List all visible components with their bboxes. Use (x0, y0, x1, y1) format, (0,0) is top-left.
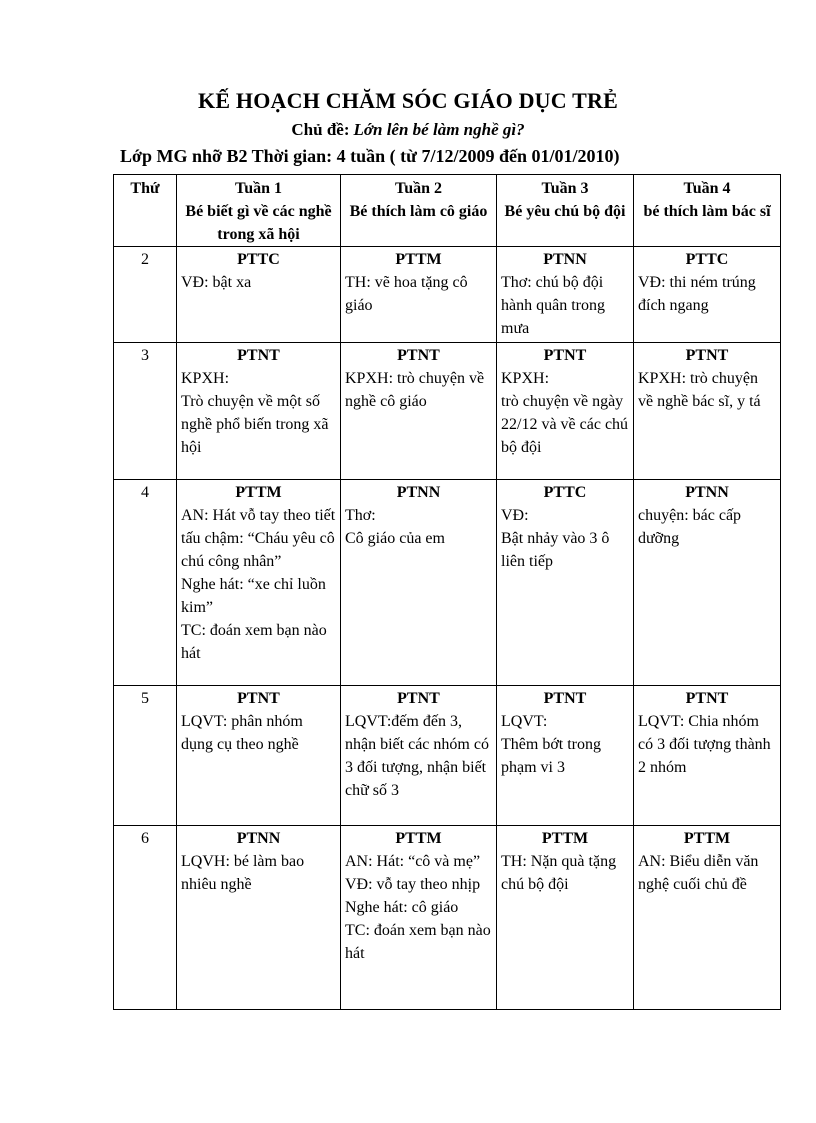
activity-text: KPXH: trò chuyện về nghề bác sĩ, y tá (638, 370, 761, 410)
document-title: KẾ HOẠCH CHĂM SÓC GIÁO DỤC TRẺ (198, 88, 618, 113)
activity-text: TC: đoán xem bạn nào hát (345, 922, 491, 962)
development-area: PTNT (543, 347, 587, 364)
activity-cell (634, 247, 781, 343)
development-area: PTNT (397, 347, 440, 364)
table-row (114, 826, 781, 1010)
week-theme: Bé thích làm cô giáo (349, 203, 488, 220)
week-theme: Bé biết gì về các nghề trong xã hội (185, 203, 332, 243)
activity-cell (634, 480, 781, 686)
activity-text: AN: Hát vỗ tay theo tiết tấu chậm: “Cháu yêu cô chú công nhân” (181, 507, 336, 570)
activity-text: AN: Biểu diễn văn nghệ cuối chủ đề (638, 853, 759, 893)
development-area: PTNN (396, 484, 441, 501)
activity-text: Nghe hát: cô giáo (345, 899, 459, 916)
development-area: PTTM (683, 830, 731, 847)
development-area: PTNT (237, 690, 280, 707)
week-theme: Bé yêu chú bộ đội (504, 203, 626, 220)
activity-cell (497, 826, 634, 1010)
activity-text: Nghe hát: “xe chỉ luồn kim” (181, 576, 326, 616)
activity-text: Trò chuyện về một số nghề phổ biến trong xã hội (181, 393, 329, 456)
development-area: PTTM (541, 830, 589, 847)
table-row (114, 247, 781, 343)
week-theme: bé thích làm bác sĩ (643, 203, 771, 220)
activity-text: TH: Nặn quà tặng chú bộ đội (501, 853, 617, 893)
class-time-line: Lớp MG nhỡ B2 Thời gian: 4 tuần ( từ 7/12/2009 đến 01/01/2010) (120, 146, 620, 166)
activity-text: LQVT: Chia nhóm có 3 đối tượng thành 2 nhóm (638, 713, 771, 776)
day-cell: 5 (114, 686, 177, 826)
development-area: PTTC (237, 251, 280, 268)
activity-cell (177, 480, 341, 686)
development-area: PTNT (685, 347, 729, 364)
activity-text: VĐ: (501, 507, 529, 524)
activity-cell (634, 686, 781, 826)
development-area: PTNN (685, 484, 729, 501)
activity-text: LQVT:đếm đến 3, nhận biết các nhóm có 3 đối tượng, nhận biết chữ số 3 (345, 713, 489, 799)
activity-text: Thơ: chú bộ đội hành quân trong mưa (501, 274, 605, 337)
activity-text: KPXH: (181, 370, 230, 387)
activity-text: LQVH: bé làm bao nhiêu nghề (181, 853, 305, 893)
day-cell: 3 (114, 343, 177, 480)
activity-cell (341, 247, 497, 343)
activity-text: AN: Hát: “cô và mẹ” (345, 853, 481, 870)
development-area: PTNT (397, 690, 440, 707)
activity-text: KPXH: (501, 370, 550, 387)
activity-text: Bật nhảy vào 3 ô liên tiếp (501, 530, 610, 570)
activity-text: VĐ: bật xa (181, 274, 252, 291)
day-header: Thứ (114, 175, 177, 247)
development-area: PTNN (543, 251, 587, 268)
activity-cell (341, 826, 497, 1010)
week-header (177, 175, 341, 247)
development-area: PTNT (543, 690, 587, 707)
activity-text: KPXH: trò chuyện về nghề cô giáo (345, 370, 485, 410)
week-label: Tuần 4 (683, 180, 731, 197)
week-label: Tuần 1 (235, 180, 282, 197)
activity-cell (497, 343, 634, 480)
day-cell: 2 (114, 247, 177, 343)
activity-cell (177, 343, 341, 480)
week-header (634, 175, 781, 247)
activity-cell (497, 247, 634, 343)
development-area: PTTC (543, 484, 587, 501)
activity-text: chuyện: bác cấp dưỡng (638, 507, 742, 547)
activity-text: Thêm bớt trong phạm vi 3 (501, 736, 601, 776)
development-area: PTTM (395, 251, 442, 268)
activity-text: TC: đoán xem bạn nào hát (181, 622, 327, 662)
activity-text: VĐ: thi ném trúng đích ngang (638, 274, 756, 314)
table-header-row (114, 175, 781, 247)
week-header (341, 175, 497, 247)
activity-text: trò chuyện về ngày 22/12 và về các chú bộ đội (501, 393, 629, 456)
table-body (114, 247, 781, 1010)
topic-value: Lớn lên bé làm nghề gì? (353, 120, 525, 139)
activity-text: LQVT: phân nhóm dụng cụ theo nghề (181, 713, 303, 753)
development-area: PTNN (236, 830, 281, 847)
week-header (497, 175, 634, 247)
development-area: PTTC (685, 251, 729, 268)
activity-cell (634, 343, 781, 480)
table-row (114, 686, 781, 826)
plan-table (113, 174, 781, 1010)
topic-label: Chủ đề: (291, 120, 350, 139)
activity-text: Cô giáo của em (345, 530, 445, 547)
table-row (114, 343, 781, 480)
topic-line (0, 120, 816, 140)
activity-cell (497, 686, 634, 826)
activity-cell (177, 826, 341, 1010)
table-row (114, 480, 781, 686)
week-label: Tuần 3 (541, 180, 589, 197)
activity-text: VĐ: vỗ tay theo nhịp (345, 876, 481, 893)
activity-cell (341, 686, 497, 826)
activity-text: Thơ: (345, 507, 376, 524)
development-area: PTNT (685, 690, 729, 707)
activity-cell (634, 826, 781, 1010)
activity-cell (177, 247, 341, 343)
activity-cell (497, 480, 634, 686)
development-area: PTTM (395, 830, 442, 847)
development-area: PTNT (237, 347, 280, 364)
development-area: PTTM (235, 484, 282, 501)
day-cell: 6 (114, 826, 177, 1010)
activity-text: LQVT: (501, 713, 548, 730)
activity-cell (177, 686, 341, 826)
activity-cell (341, 343, 497, 480)
day-cell: 4 (114, 480, 177, 686)
week-label: Tuần 2 (395, 180, 442, 197)
activity-text: TH: vẽ hoa tặng cô giáo (345, 274, 468, 314)
activity-cell (341, 480, 497, 686)
